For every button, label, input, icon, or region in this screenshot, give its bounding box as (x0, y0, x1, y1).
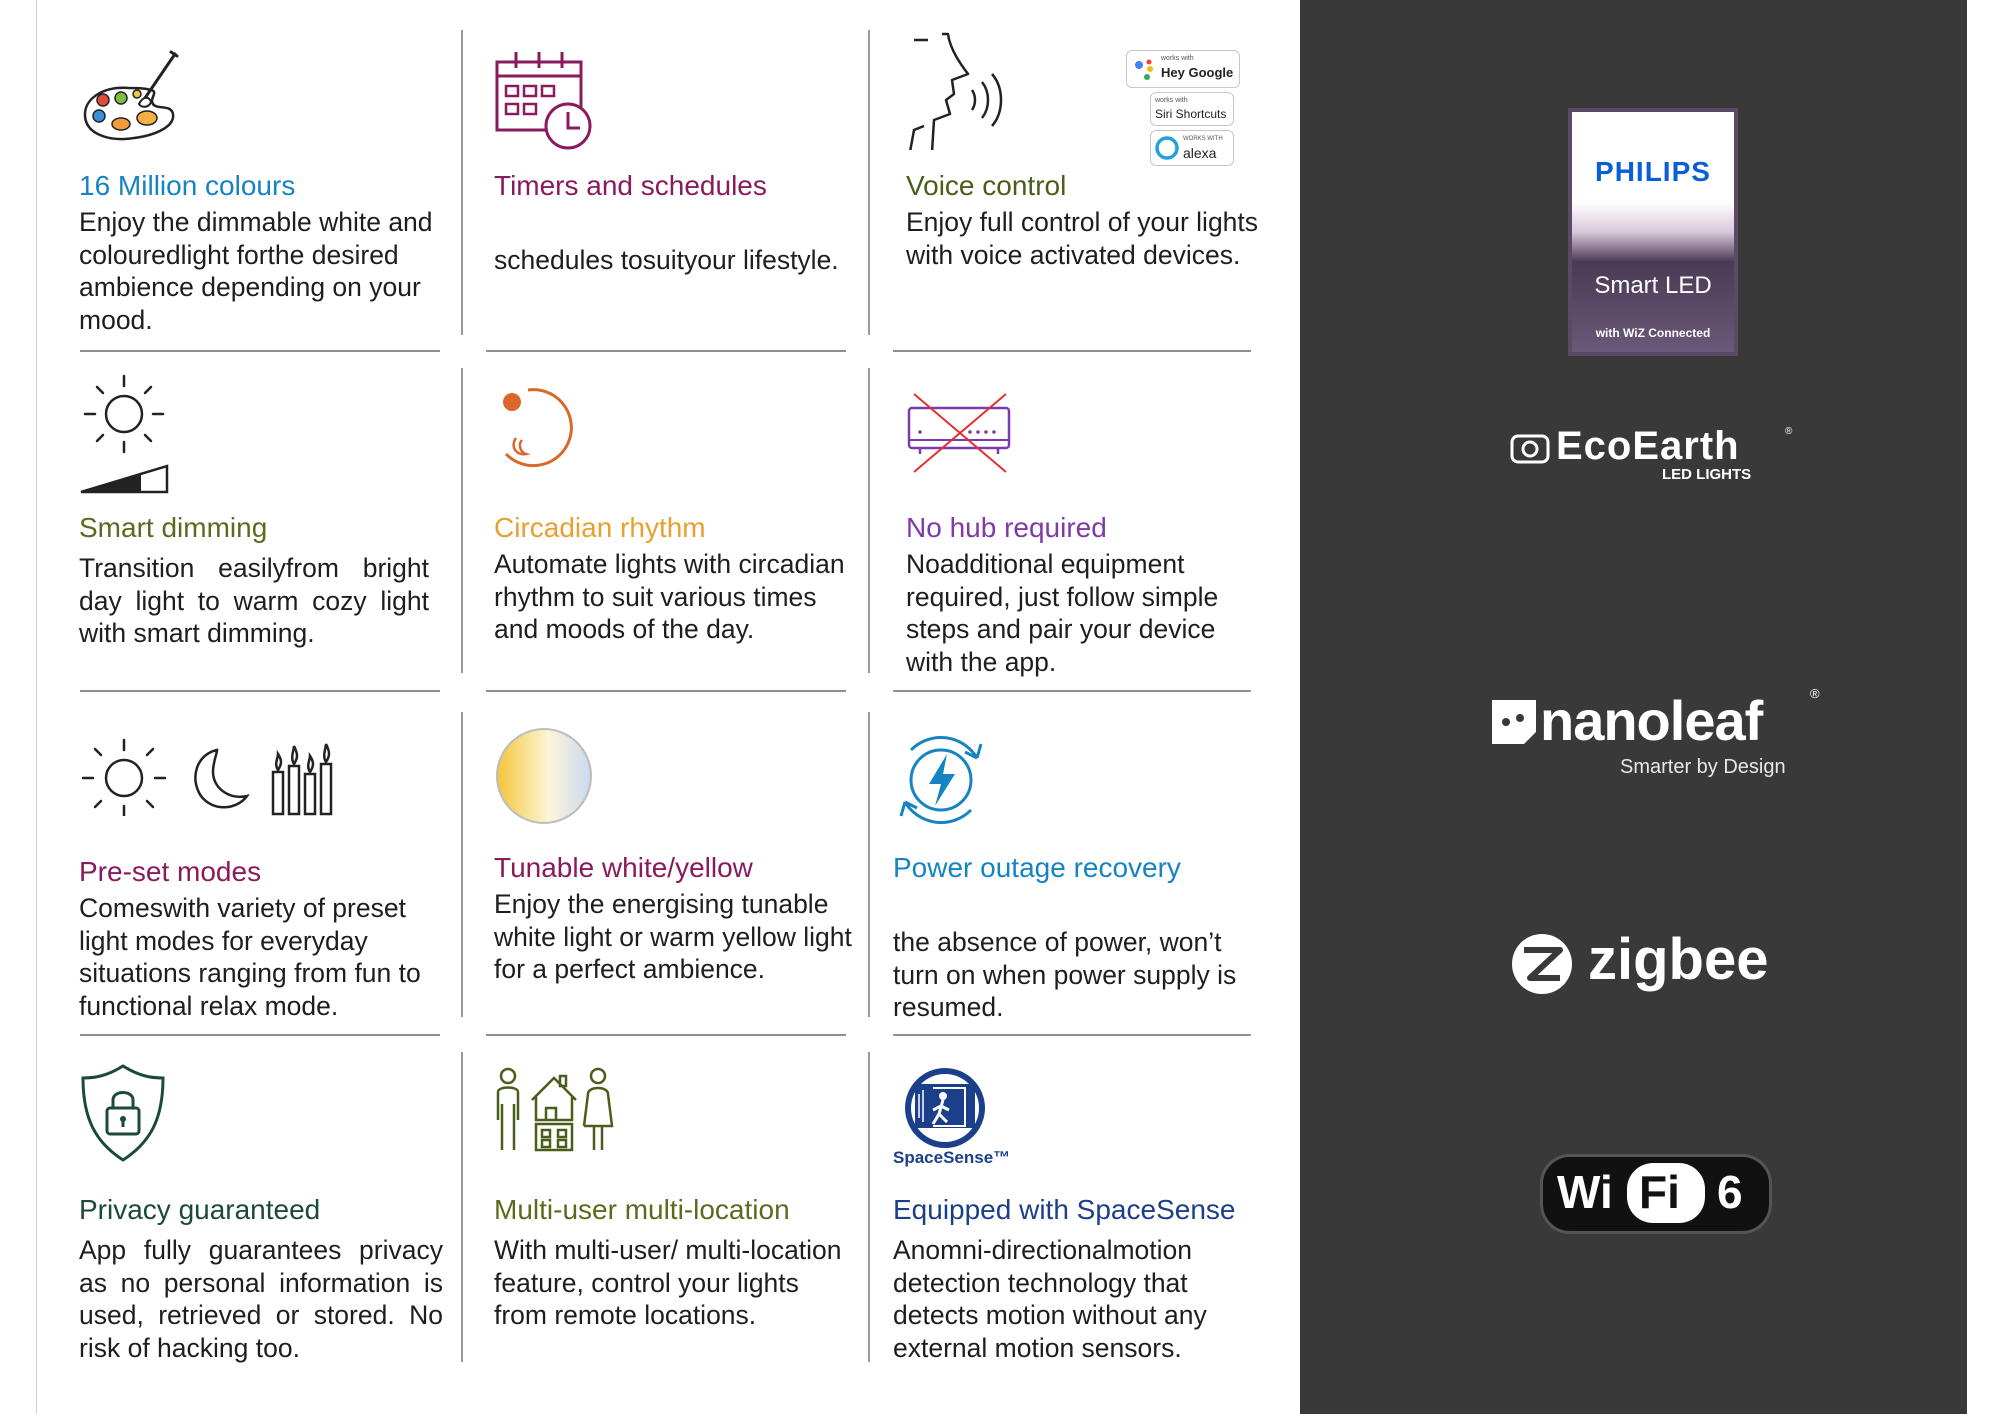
alexa-badge-small: WORKS WITH (1183, 136, 1223, 142)
feature-voice (906, 30, 1266, 330)
ecoearth-reg: ® (1785, 426, 1793, 437)
feature-description: the absence of power, won’t turn on when power supply is resumed. (893, 927, 1237, 1022)
crossed-hub-icon (906, 390, 1016, 476)
nanoleaf-tagline: Smarter by Design (1620, 756, 1786, 778)
feature-spacesense (893, 1066, 1253, 1366)
shield-lock-icon (79, 1062, 169, 1162)
feature-title: Power outage recovery (893, 852, 1181, 883)
feature-nohub (906, 390, 1266, 680)
row-divider (486, 350, 846, 352)
column-divider (461, 368, 463, 673)
feature-description: Anomni-directionalmotion detection technology that detects motion without any external motion sensors. (893, 1235, 1207, 1363)
nanoleaf-wordmark: nanoleaf (1540, 689, 1763, 752)
feature-title: No hub required (906, 512, 1107, 543)
row-divider (893, 690, 1251, 692)
white-yellow-gradient-icon (494, 726, 594, 826)
calendar-clock-icon (494, 48, 604, 153)
nanoleaf-logo (1484, 684, 1824, 784)
wifi6-fi: Fi (1639, 1166, 1680, 1218)
feature-title: Voice control (906, 170, 1067, 201)
nanoleaf-emblem-icon (1484, 692, 1544, 752)
feature-description: Transition easilyfrom bright day light to warm cozy light with smart dimming. (79, 553, 429, 648)
feature-description: App fully guarantees privacy as no personal information is used, retrieved or stored. No risk of hacking too. (79, 1235, 443, 1363)
philips-wordmark: PHILIPS (1595, 156, 1711, 187)
feature-title: Smart dimming (79, 512, 268, 543)
feature-description: schedules tosuityour lifestyle. (494, 245, 839, 275)
siri-badge-small: works with (1155, 97, 1188, 104)
philips-tagline: with WiZ Connected (1595, 326, 1711, 340)
feature-title: Multi-user multi-location (494, 1194, 790, 1225)
feature-dimming (79, 370, 439, 670)
siri-badge-label: Siri Shortcuts (1155, 107, 1227, 121)
feature-description: Enjoy the dimmable white and colouredlight forthe desired ambience depending on your mood. (79, 207, 433, 335)
people-house-icon (494, 1064, 614, 1154)
ecoearth-sub: LED LIGHTS (1662, 466, 1752, 483)
row-divider (80, 1034, 440, 1036)
philips-product: Smart LED (1594, 272, 1712, 299)
feature-colours (79, 48, 439, 338)
feature-description: With multi-user/ multi-location feature, control your lights from remote locations. (494, 1235, 842, 1330)
feature-circadian (494, 384, 854, 674)
feature-tunable (494, 726, 854, 1016)
feature-title: Privacy guaranteed (79, 1194, 321, 1225)
wifi6-number: 6 (1717, 1166, 1743, 1218)
nanoleaf-reg: ® (1810, 686, 1820, 701)
wifi6-wi: Wi (1557, 1166, 1613, 1218)
google-badge (1126, 50, 1240, 88)
alexa-badge-label: alexa (1183, 145, 1217, 161)
feature-title: Equipped with SpaceSense (893, 1194, 1236, 1225)
row-divider (486, 1034, 846, 1036)
zigbee-emblem-icon (1510, 932, 1574, 996)
feature-outage (893, 730, 1253, 1020)
column-divider (868, 712, 870, 1017)
column-divider (868, 30, 870, 335)
wifi6-logo (1540, 1154, 1772, 1234)
google-assistant-icon (1131, 56, 1157, 82)
feature-title: Pre-set modes (79, 856, 262, 887)
speaking-head-icon (906, 30, 1026, 150)
wifi6-fi-badge (1627, 1163, 1705, 1223)
feature-title: Circadian rhythm (494, 512, 706, 543)
column-divider (868, 1052, 870, 1362)
feature-title: Timers and schedules (494, 170, 767, 201)
siri-badge (1150, 92, 1234, 126)
ecoearth-emblem-icon (1510, 434, 1550, 464)
feature-title: 16 Million colours (79, 170, 296, 201)
row-divider (893, 350, 1251, 352)
feature-description: Comeswith variety of preset light modes for everyday situations ranging from fun to functional relax mode. (79, 893, 421, 1021)
google-badge-label: Hey Google (1161, 65, 1234, 80)
column-divider (461, 712, 463, 1017)
spacesense-icon-label: SpaceSense™ (893, 1148, 1011, 1167)
palette-icon (79, 48, 179, 148)
zigbee-wordmark: zigbee (1588, 927, 1769, 992)
row-divider (80, 350, 440, 352)
sun-dimmer-icon (79, 370, 171, 495)
row-divider (486, 690, 846, 692)
row-divider (80, 690, 440, 692)
ecoearth-logo (1510, 424, 1810, 484)
feature-title: Tunable white/yellow (494, 852, 753, 883)
column-divider (461, 30, 463, 335)
feature-description: Enjoy full control of your lights with voice activated devices. (906, 207, 1259, 270)
column-divider (461, 1052, 463, 1362)
feature-description: Noadditional equipment required, just follow simple steps and pair your device with the app. (906, 549, 1219, 677)
power-bolt-icon (893, 730, 989, 830)
google-badge-small: works with (1161, 55, 1194, 62)
feature-description: Enjoy the energising tunable white light or warm yellow light for a perfect ambience. (494, 889, 852, 984)
feature-timers (494, 48, 854, 338)
feature-presets (79, 736, 439, 1026)
feature-multiuser (494, 1064, 854, 1364)
alexa-badge (1150, 130, 1234, 166)
column-divider (868, 368, 870, 673)
feature-privacy (79, 1062, 443, 1363)
philips-logo-box (1568, 108, 1738, 356)
ecoearth-wordmark: EcoEarth (1556, 424, 1740, 468)
alexa-ring-icon (1153, 134, 1181, 162)
circadian-cycle-icon (494, 384, 584, 474)
sun-moon-candles-icon (79, 736, 349, 816)
row-divider (893, 1034, 1251, 1036)
feature-description: Automate lights with circadian rhythm to suit various times and moods of the day. (494, 549, 845, 644)
zigbee-logo (1510, 927, 1800, 1000)
